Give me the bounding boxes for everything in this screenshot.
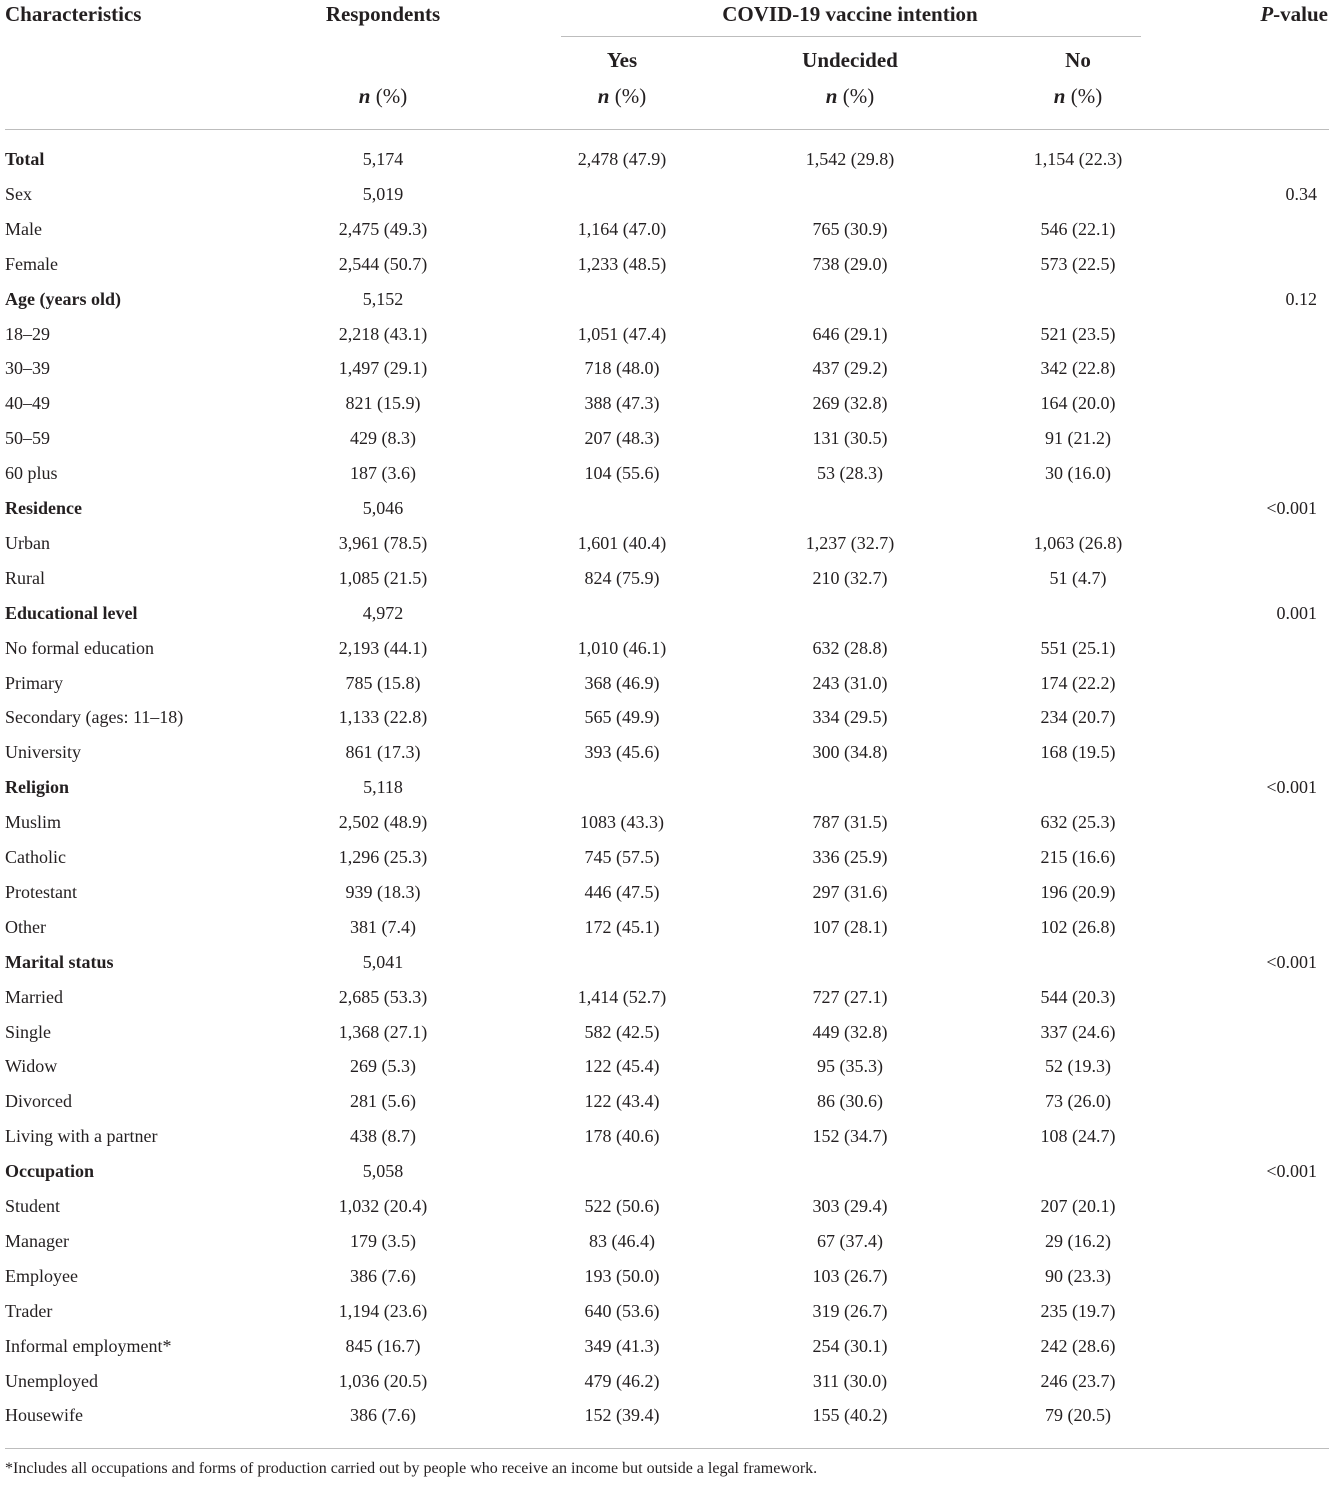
respondents-cell: 5,174	[362, 149, 404, 169]
yes-cell: 368 (46.9)	[584, 672, 660, 693]
respondents-cell: 5,152	[362, 288, 404, 309]
respondents-cell: 939 (18.3)	[345, 881, 421, 902]
no-cell: 164 (20.0)	[1040, 393, 1116, 414]
respondents-cell: 438 (8.7)	[350, 1126, 416, 1147]
undecided-cell: 155 (40.2)	[812, 1405, 888, 1426]
p-value-cell: <0.001	[1266, 498, 1317, 518]
table-row	[5, 247, 1329, 282]
no-cell: 108 (24.7)	[1040, 1126, 1116, 1147]
bottom-rule	[5, 1448, 1329, 1449]
undecided-cell: 243 (31.0)	[812, 672, 888, 693]
no-cell: 79 (20.5)	[1045, 1405, 1111, 1426]
row-label: Educational level	[5, 602, 138, 623]
table-row	[5, 317, 1329, 352]
undecided-cell: 336 (25.9)	[812, 847, 888, 867]
undecided-cell: 632 (28.8)	[812, 637, 888, 658]
p-value-cell: 0.001	[1276, 602, 1317, 623]
row-label: 30–39	[5, 358, 50, 379]
undecided-cell: 1,237 (32.7)	[805, 532, 895, 553]
table-row	[5, 875, 1329, 910]
undecided-cell: 269 (32.8)	[812, 393, 888, 414]
undecided-cell: 107 (28.1)	[812, 916, 888, 937]
header-no-n	[1054, 84, 1102, 109]
respondents-cell: 2,193 (44.1)	[338, 637, 428, 658]
n-rest: (%)	[370, 84, 408, 108]
yes-cell: 207 (48.3)	[584, 428, 660, 449]
yes-cell: 388 (47.3)	[584, 393, 660, 414]
n-rest: (%)	[609, 84, 647, 108]
table-row	[5, 421, 1329, 456]
undecided-cell: 67 (37.4)	[817, 1230, 883, 1251]
n-italic: n	[825, 84, 838, 108]
table-row	[5, 666, 1329, 701]
table-row	[5, 1189, 1329, 1224]
row-label: Residence	[5, 498, 82, 518]
no-cell: 215 (16.6)	[1040, 847, 1116, 867]
table-row	[5, 1049, 1329, 1084]
header-respondents-n	[359, 84, 407, 109]
respondents-cell: 2,502 (48.9)	[338, 812, 428, 833]
respondents-cell: 1,368 (27.1)	[338, 1021, 428, 1042]
yes-cell: 1,233 (48.5)	[577, 253, 667, 274]
respondents-cell: 861 (17.3)	[345, 742, 421, 763]
no-cell: 52 (19.3)	[1045, 1056, 1111, 1077]
yes-cell: 1083 (43.3)	[580, 812, 664, 833]
yes-cell: 1,601 (40.4)	[577, 532, 667, 553]
row-label: Trader	[5, 1300, 53, 1321]
respondents-cell: 179 (3.5)	[350, 1230, 416, 1251]
undecided-cell: 303 (29.4)	[812, 1196, 888, 1216]
table-row	[5, 1015, 1329, 1050]
header-vaccine-intention: COVID-19 vaccine intention	[722, 2, 978, 26]
yes-cell: 393 (45.6)	[584, 742, 660, 763]
n-italic: n	[597, 84, 610, 108]
no-cell: 73 (26.0)	[1045, 1091, 1111, 1112]
yes-cell: 745 (57.5)	[584, 847, 660, 867]
table-row	[5, 1084, 1329, 1119]
p-value-cell: <0.001	[1266, 951, 1317, 972]
table-row	[5, 282, 1329, 317]
yes-cell: 193 (50.0)	[584, 1265, 660, 1286]
undecided-cell: 152 (34.7)	[812, 1126, 888, 1147]
yes-cell: 1,010 (46.1)	[577, 637, 667, 658]
no-cell: 342 (22.8)	[1040, 358, 1116, 379]
undecided-cell: 300 (34.8)	[812, 742, 888, 763]
header-p-value	[1260, 2, 1328, 27]
respondents-cell: 845 (16.7)	[345, 1335, 421, 1356]
no-cell: 573 (22.5)	[1040, 253, 1116, 274]
respondents-cell: 381 (7.4)	[350, 916, 416, 937]
respondents-cell: 1,032 (20.4)	[338, 1196, 428, 1216]
header-respondents: Respondents	[325, 2, 441, 26]
yes-cell: 522 (50.6)	[584, 1196, 660, 1216]
respondents-cell: 5,046	[362, 498, 404, 518]
row-label: 60 plus	[5, 463, 58, 484]
header-undecided-n	[826, 84, 874, 109]
p-value-cell: 0.34	[1285, 183, 1317, 204]
row-label: Catholic	[5, 847, 66, 867]
undecided-cell: 53 (28.3)	[817, 463, 883, 484]
respondents-cell: 2,218 (43.1)	[338, 323, 428, 344]
row-label: Student	[5, 1196, 61, 1216]
row-label: Religion	[5, 777, 70, 798]
row-label: Muslim	[5, 812, 62, 833]
respondents-cell: 5,118	[363, 777, 403, 798]
header-no: No	[1065, 48, 1091, 72]
row-label: Single	[5, 1021, 52, 1042]
no-cell: 174 (22.2)	[1040, 672, 1116, 693]
n-rest: (%)	[837, 84, 875, 108]
row-label: Married	[5, 986, 63, 1007]
header-p-italic: P	[1260, 2, 1274, 26]
table-row	[5, 840, 1329, 875]
undecided-cell: 103 (26.7)	[812, 1265, 888, 1286]
respondents-cell: 429 (8.3)	[350, 428, 416, 449]
yes-cell: 718 (48.0)	[584, 358, 660, 379]
row-label: Other	[5, 916, 46, 937]
table-row	[5, 351, 1329, 386]
yes-cell: 479 (46.2)	[584, 1370, 660, 1391]
yes-cell: 582 (42.5)	[584, 1021, 660, 1042]
table-row	[5, 212, 1329, 247]
row-label: University	[5, 742, 81, 763]
table-row	[5, 1364, 1329, 1399]
table-row	[5, 700, 1329, 735]
no-cell: 102 (26.8)	[1040, 916, 1116, 937]
table-row	[5, 142, 1329, 177]
undecided-cell: 646 (29.1)	[812, 323, 888, 344]
row-label: Protestant	[5, 881, 77, 902]
row-label: 18–29	[5, 323, 50, 344]
undecided-cell: 86 (30.6)	[817, 1091, 883, 1112]
table-row	[5, 980, 1329, 1015]
yes-cell: 1,414 (52.7)	[577, 986, 667, 1007]
table-row	[5, 561, 1329, 596]
respondents-cell: 1,296 (25.3)	[338, 847, 428, 867]
no-cell: 1,063 (26.8)	[1033, 532, 1123, 553]
table-row	[5, 805, 1329, 840]
table-row	[5, 735, 1329, 770]
respondents-cell: 821 (15.9)	[345, 393, 421, 414]
row-label: Widow	[5, 1056, 58, 1077]
no-cell: 246 (23.7)	[1040, 1370, 1116, 1391]
row-label: No formal education	[5, 637, 154, 658]
yes-cell: 446 (47.5)	[584, 881, 660, 902]
row-label: Female	[5, 253, 58, 274]
respondents-cell: 785 (15.8)	[345, 672, 421, 693]
undecided-cell: 437 (29.2)	[812, 358, 888, 379]
undecided-cell: 131 (30.5)	[812, 428, 888, 449]
no-cell: 30 (16.0)	[1045, 463, 1111, 484]
no-cell: 521 (23.5)	[1040, 323, 1116, 344]
header-rule	[5, 129, 1329, 130]
respondents-cell: 386 (7.6)	[350, 1265, 416, 1286]
row-label: Marital status	[5, 951, 114, 972]
no-cell: 91 (21.2)	[1045, 428, 1111, 449]
table-row	[5, 386, 1329, 421]
yes-cell: 565 (49.9)	[584, 707, 660, 728]
respondents-cell: 1,194 (23.6)	[338, 1300, 428, 1321]
yes-cell: 1,051 (47.4)	[577, 323, 667, 344]
yes-cell: 178 (40.6)	[584, 1126, 660, 1147]
respondents-cell: 1,133 (22.8)	[338, 707, 428, 728]
row-label: Total	[5, 149, 45, 169]
table-row	[5, 596, 1329, 631]
no-cell: 632 (25.3)	[1040, 812, 1116, 833]
yes-cell: 172 (45.1)	[584, 916, 660, 937]
header-undecided: Undecided	[802, 48, 898, 72]
table-row	[5, 1154, 1329, 1189]
row-label: 50–59	[5, 428, 50, 449]
header-yes-n	[598, 84, 646, 109]
n-italic: n	[1053, 84, 1066, 108]
row-label: 40–49	[5, 393, 50, 414]
no-cell: 29 (16.2)	[1045, 1230, 1111, 1251]
no-cell: 544 (20.3)	[1040, 986, 1116, 1007]
undecided-cell: 297 (31.6)	[812, 881, 888, 902]
table-row	[5, 770, 1329, 805]
n-rest: (%)	[1065, 84, 1103, 108]
no-cell: 51 (4.7)	[1049, 567, 1107, 588]
yes-cell: 640 (53.6)	[584, 1300, 660, 1321]
row-label: Unemployed	[5, 1370, 98, 1391]
undecided-cell: 254 (30.1)	[812, 1335, 888, 1356]
row-label: Male	[5, 218, 42, 239]
table-row	[5, 491, 1329, 526]
no-cell: 196 (20.9)	[1040, 881, 1116, 902]
respondents-cell: 281 (5.6)	[350, 1091, 416, 1112]
row-label: Housewife	[5, 1405, 83, 1426]
no-cell: 207 (20.1)	[1040, 1196, 1116, 1216]
table-row	[5, 945, 1329, 980]
yes-cell: 104 (55.6)	[584, 463, 660, 484]
table-row	[5, 1294, 1329, 1329]
undecided-cell: 738 (29.0)	[812, 253, 888, 274]
undecided-cell: 787 (31.5)	[812, 812, 888, 833]
no-cell: 90 (23.3)	[1045, 1265, 1111, 1286]
undecided-cell: 334 (29.5)	[812, 707, 888, 728]
respondents-cell: 386 (7.6)	[350, 1405, 416, 1426]
no-cell: 546 (22.1)	[1040, 218, 1116, 239]
table-row	[5, 1259, 1329, 1294]
respondents-cell: 1,085 (21.5)	[338, 567, 428, 588]
no-cell: 1,154 (22.3)	[1033, 149, 1123, 169]
respondents-cell: 2,544 (50.7)	[338, 253, 428, 274]
header-characteristics: Characteristics	[5, 2, 142, 26]
row-label: Urban	[5, 532, 50, 553]
respondents-cell: 5,058	[362, 1161, 404, 1182]
undecided-cell: 319 (26.7)	[812, 1300, 888, 1321]
yes-cell: 824 (75.9)	[584, 567, 660, 588]
row-label: Age (years old)	[5, 288, 121, 309]
header-yes: Yes	[606, 48, 638, 72]
row-label: Employee	[5, 1265, 78, 1286]
row-label: Secondary (ages: 11–18)	[5, 707, 184, 728]
no-cell: 551 (25.1)	[1040, 637, 1116, 658]
table-row	[5, 456, 1329, 491]
undecided-cell: 95 (35.3)	[817, 1056, 883, 1077]
row-label: Manager	[5, 1230, 69, 1251]
yes-cell: 122 (45.4)	[584, 1056, 660, 1077]
no-cell: 235 (19.7)	[1040, 1300, 1116, 1321]
table-row	[5, 526, 1329, 561]
row-label: Primary	[5, 672, 63, 693]
table-row	[5, 1119, 1329, 1154]
table-row	[5, 1329, 1329, 1364]
row-label: Sex	[5, 183, 32, 204]
group-underline	[561, 36, 1141, 37]
n-italic: n	[358, 84, 371, 108]
respondents-cell: 5,019	[362, 183, 404, 204]
p-value-cell: 0.12	[1285, 288, 1317, 309]
respondents-cell: 187 (3.6)	[350, 463, 416, 484]
respondents-cell: 4,972	[362, 602, 404, 623]
undecided-cell: 727 (27.1)	[812, 986, 888, 1007]
yes-cell: 2,478 (47.9)	[577, 149, 667, 169]
row-label: Living with a partner	[5, 1126, 158, 1147]
table-footnote: *Includes all occupations and forms of production carried out by people who receive an income but outside a legal framework.	[5, 1460, 818, 1477]
no-cell: 337 (24.6)	[1040, 1021, 1116, 1042]
table-row	[5, 177, 1329, 212]
undecided-cell: 449 (32.8)	[812, 1021, 888, 1042]
row-label: Rural	[5, 567, 45, 588]
undecided-cell: 210 (32.7)	[812, 567, 888, 588]
undecided-cell: 1,542 (29.8)	[805, 149, 895, 169]
no-cell: 168 (19.5)	[1040, 742, 1116, 763]
p-value-cell: <0.001	[1266, 777, 1317, 798]
table-row	[5, 1398, 1329, 1433]
row-label: Informal employment*	[5, 1335, 172, 1356]
respondents-cell: 5,041	[362, 951, 404, 972]
yes-cell: 349 (41.3)	[584, 1335, 660, 1356]
respondents-cell: 1,036 (20.5)	[338, 1370, 428, 1391]
respondents-cell: 1,497 (29.1)	[338, 358, 428, 379]
yes-cell: 1,164 (47.0)	[577, 218, 667, 239]
undecided-cell: 765 (30.9)	[812, 218, 888, 239]
respondents-cell: 3,961 (78.5)	[338, 532, 428, 553]
no-cell: 242 (28.6)	[1040, 1335, 1116, 1356]
table-row	[5, 1224, 1329, 1259]
row-label: Divorced	[5, 1091, 72, 1112]
no-cell: 234 (20.7)	[1040, 707, 1116, 728]
p-value-cell: <0.001	[1266, 1161, 1317, 1182]
table-row	[5, 910, 1329, 945]
row-label: Occupation	[5, 1161, 95, 1182]
undecided-cell: 311 (30.0)	[812, 1370, 888, 1391]
yes-cell: 83 (46.4)	[589, 1230, 655, 1251]
table-row	[5, 631, 1329, 666]
yes-cell: 152 (39.4)	[584, 1405, 660, 1426]
respondents-cell: 269 (5.3)	[350, 1056, 416, 1077]
respondents-cell: 2,685 (53.3)	[338, 986, 428, 1007]
respondents-cell: 2,475 (49.3)	[338, 218, 428, 239]
header-p-rest: -value	[1273, 2, 1328, 26]
yes-cell: 122 (43.4)	[584, 1091, 660, 1112]
